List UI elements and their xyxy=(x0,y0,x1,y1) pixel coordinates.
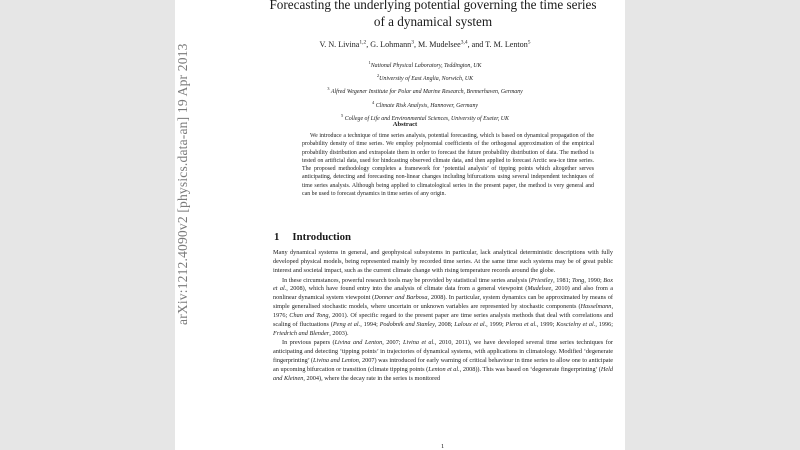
citation-author: Laloux et al. xyxy=(454,320,487,328)
citation-author: Livina and Lenton xyxy=(312,357,359,365)
paragraph-text: , 2010) and also from a nonlinear dynamical system viewpoint ( xyxy=(273,285,613,302)
paragraph-text: , 2010, 2011), we have developed several time series techniques for anticipating and detecting ‘tipping points’ in trajectories of dynamical systems, with applications in climatology. Modified ‘degenerate fingerprinting’ ( xyxy=(273,339,614,365)
citation-author: Mudelsee xyxy=(527,285,552,293)
citation-author: Livina et al. xyxy=(403,339,435,347)
citation-author: Tong xyxy=(572,276,585,284)
author: M. Mudelsee$^{3,4}$, and xyxy=(417,39,486,49)
affiliation-list xyxy=(275,58,575,124)
affiliation: $^2$University of East Anglia, Norwich, UK xyxy=(376,73,474,83)
paragraph-text: , 2008)). This was based on ‘degenerate fingerprinting’ ( xyxy=(459,365,601,373)
page-number: 1 xyxy=(441,443,445,450)
citation-author: Friedrich and Blender xyxy=(273,329,330,337)
paragraph-text: , 1996; xyxy=(595,320,613,328)
section-heading xyxy=(274,231,351,243)
citation-author: Peng et al. xyxy=(332,320,361,328)
abstract-text: We introduce a technique of time series analysis, potential forecasting, which is based on dynamical propagation of the probability density of time series. We employ polynomial coefficients of the orthogonal approximation of the empirical probability distribution and extrapolate them in order to forecast the future probability distribution of data. The method is tested on artificial data, used for hindcasting observed climate data, and then applied to forecast Arctic sea-ice time series. The proposed methodology completes a framework for ‘potential analysis’ of tipping points which altogether serves anticipating, detecting and forecasting non-linear changes including bifurcations using several independent techniques of time series analysis. Although being applied to climatological series in the present paper, the method is very general and can be used to forecast dynamics in time series of any origin. xyxy=(302,133,594,198)
paragraph-text: , 2004), where the decay rate in the series is monitored xyxy=(303,374,441,382)
citation-author: Donner and Barbosa xyxy=(374,294,428,302)
citation-author: Lenton et al. xyxy=(428,365,460,373)
affiliation: $^3$ Alfred Wegener Institute for Polar and Marine Research, Bremerhaven, Germany xyxy=(327,86,523,96)
author: T. M. Lenton$^5$ xyxy=(485,39,531,49)
author-list xyxy=(235,39,615,49)
paragraph-text: , 1994; xyxy=(360,320,380,328)
arxiv-identifier-stamp: arXiv:1212.4090v2 [physics.data-an] 19 Apr 2013 xyxy=(175,43,190,325)
paragraph-text: , 1999; xyxy=(486,320,506,328)
citation-author: Chan and Tong xyxy=(289,311,329,319)
paper-page xyxy=(175,0,625,450)
paragraph-text: , 2008). In particular, system dynamics can be approximated by means of simple generalised stochastic models, where uncertain or unknown variables are represented by stochastic components ( xyxy=(273,294,613,311)
affiliation: $^4$ Climate Risk Analysis, Hannover, Germany xyxy=(371,99,479,109)
citation-author: Held and Kleinen xyxy=(273,365,614,382)
title-line-1: Forecasting the underlying potential governing the time series xyxy=(269,0,597,12)
affiliation: $^1$National Physical Laboratory, Teddington, UK xyxy=(368,60,482,69)
paragraph-text: , 2008; xyxy=(434,320,455,328)
paragraph-text: In previous papers ( xyxy=(282,339,335,347)
paragraph-text: In these circumstances, powerful research tools may be provided by statistical time series analysis ( xyxy=(282,276,531,284)
paragraph-text: , 1976; xyxy=(273,303,613,319)
paragraph-text: , 1981; xyxy=(553,276,573,284)
paper-title xyxy=(253,0,613,30)
section-body xyxy=(273,249,613,385)
section-number: 1 xyxy=(274,231,280,243)
citation-author: Podobnik and Stanley xyxy=(379,320,435,328)
author: G. Lohmann$^3$, xyxy=(370,39,418,49)
paragraph-1: Many dynamical systems in general, and geophysical subsystems in particular, lack analytical deterministic descriptions with fully developed physical models, being represented mainly by recorded time series. At the same time such systems may be of great public interest and societal impact, such as the current climate change with rising temperature records around the globe. xyxy=(273,249,613,274)
citation-author: Livina and Lenton xyxy=(334,339,383,347)
affiliation: $^5$ College of Life and Environmental Sciences, University of Exeter, UK xyxy=(341,112,509,122)
paragraph-text: , 1990; xyxy=(584,276,604,284)
citation-author: Priestley xyxy=(530,276,554,284)
paragraph-text: , 2007; xyxy=(382,339,403,347)
section-title: Introduction xyxy=(292,231,352,243)
paragraph-text: , 2008), which have found entry into the analysis of climate data from a general viewpoint ( xyxy=(286,285,528,293)
citation-author: Koscielny et al. xyxy=(556,320,596,328)
title-line-2: of a dynamical system xyxy=(373,14,493,29)
paragraph-text: , 2007) was introduced for early warning of critical behaviour in time series to allow one to anticipate an upcoming bifurcation or transition (climate tipping points ( xyxy=(273,357,613,373)
author: V. N. Livina$^{1,2}$, xyxy=(319,39,371,49)
abstract-heading: Abstract xyxy=(392,121,418,128)
citation-author: Plerou et al. xyxy=(505,320,537,328)
paragraph-3 xyxy=(273,339,613,383)
paragraph-text: , 2001). Of specific regard to the present paper are time series analysis methods that deal with correlations and scaling of fluctuations ( xyxy=(273,311,613,328)
citation-author: Box et al. xyxy=(273,276,613,293)
paragraph-text: , 1999; xyxy=(536,320,557,328)
paragraph-text: , 2003). xyxy=(329,329,349,337)
citation-author: Hasselmann xyxy=(580,303,612,311)
paragraph-2 xyxy=(273,277,613,339)
